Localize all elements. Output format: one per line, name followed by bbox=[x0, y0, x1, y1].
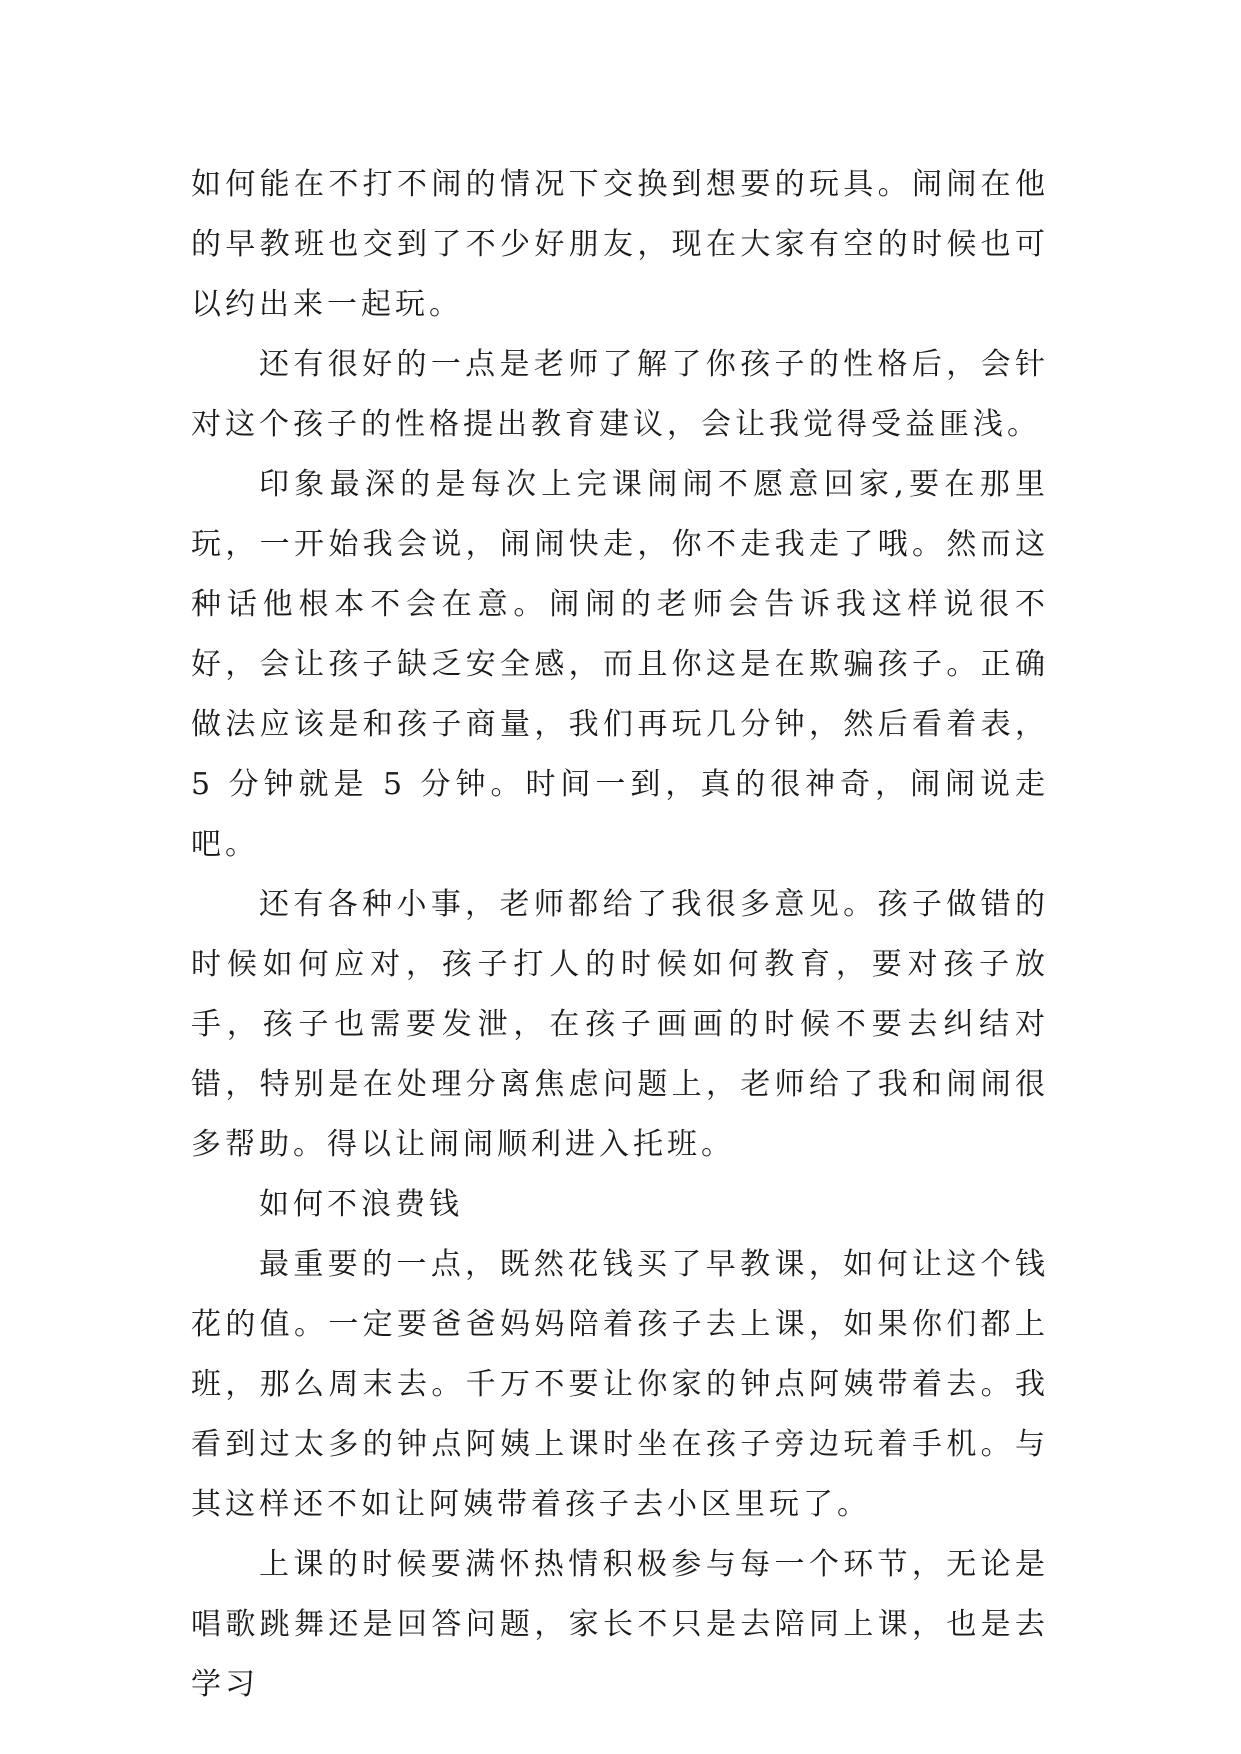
document-body bbox=[191, 155, 1049, 1715]
paragraph-small-matters: 还有各种小事，老师都给了我很多意见。孩子做错的时候如何应对，孩子打人的时候如何教育，要对孩子放手，孩子也需要发泄，在孩子画画的时候不要去纠结对错，特别是在处理分离焦虑问题上，老师给了我和闹闹很多帮助。得以让闹闹顺利进入托班。 bbox=[191, 887, 1049, 1162]
paragraph-leaving-class: 印象最深的是每次上完课闹闹不愿意回家,要在那里玩，一开始我会说，闹闹快走，你不走我走了哦。然而这种话他根本不会在意。闹闹的老师会告诉我这样说很不好，会让孩子缺乏安全感，而且你这是在欺骗孩子。正确做法应该是和孩子商量，我们再玩几分钟，然后看着表，5 分钟就是 5 分钟。时间一到，真的很神奇，闹闹说走吧。 bbox=[191, 467, 1049, 862]
paragraph-toy-exchange: 如何能在不打不闹的情况下交换到想要的玩具。闹闹在他的早教班也交到了不少好朋友，现在大家有空的时候也可以约出来一起玩。 bbox=[191, 167, 1049, 322]
paragraph-participate: 上课的时候要满怀热情积极参与每一个环节，无论是唱歌跳舞还是回答问题，家长不只是去陪同上课，也是去学习 bbox=[191, 1547, 1049, 1702]
paragraph-parents-attend: 最重要的一点，既然花钱买了早教课，如何让这个钱花的值。一定要爸爸妈妈陪着孩子去上课，如果你们都上班，那么周末去。千万不要让你家的钟点阿姨带着去。我看到过太多的钟点阿姨上课时坐在孩子旁边玩着手机。与其这样还不如让阿姨带着孩子去小区里玩了。 bbox=[191, 1247, 1049, 1522]
section-heading-saving-money: 如何不浪费钱 bbox=[259, 1187, 463, 1222]
paragraph-teacher-advice: 还有很好的一点是老师了解了你孩子的性格后，会针对这个孩子的性格提出教育建议，会让我觉得受益匪浅。 bbox=[191, 347, 1049, 442]
